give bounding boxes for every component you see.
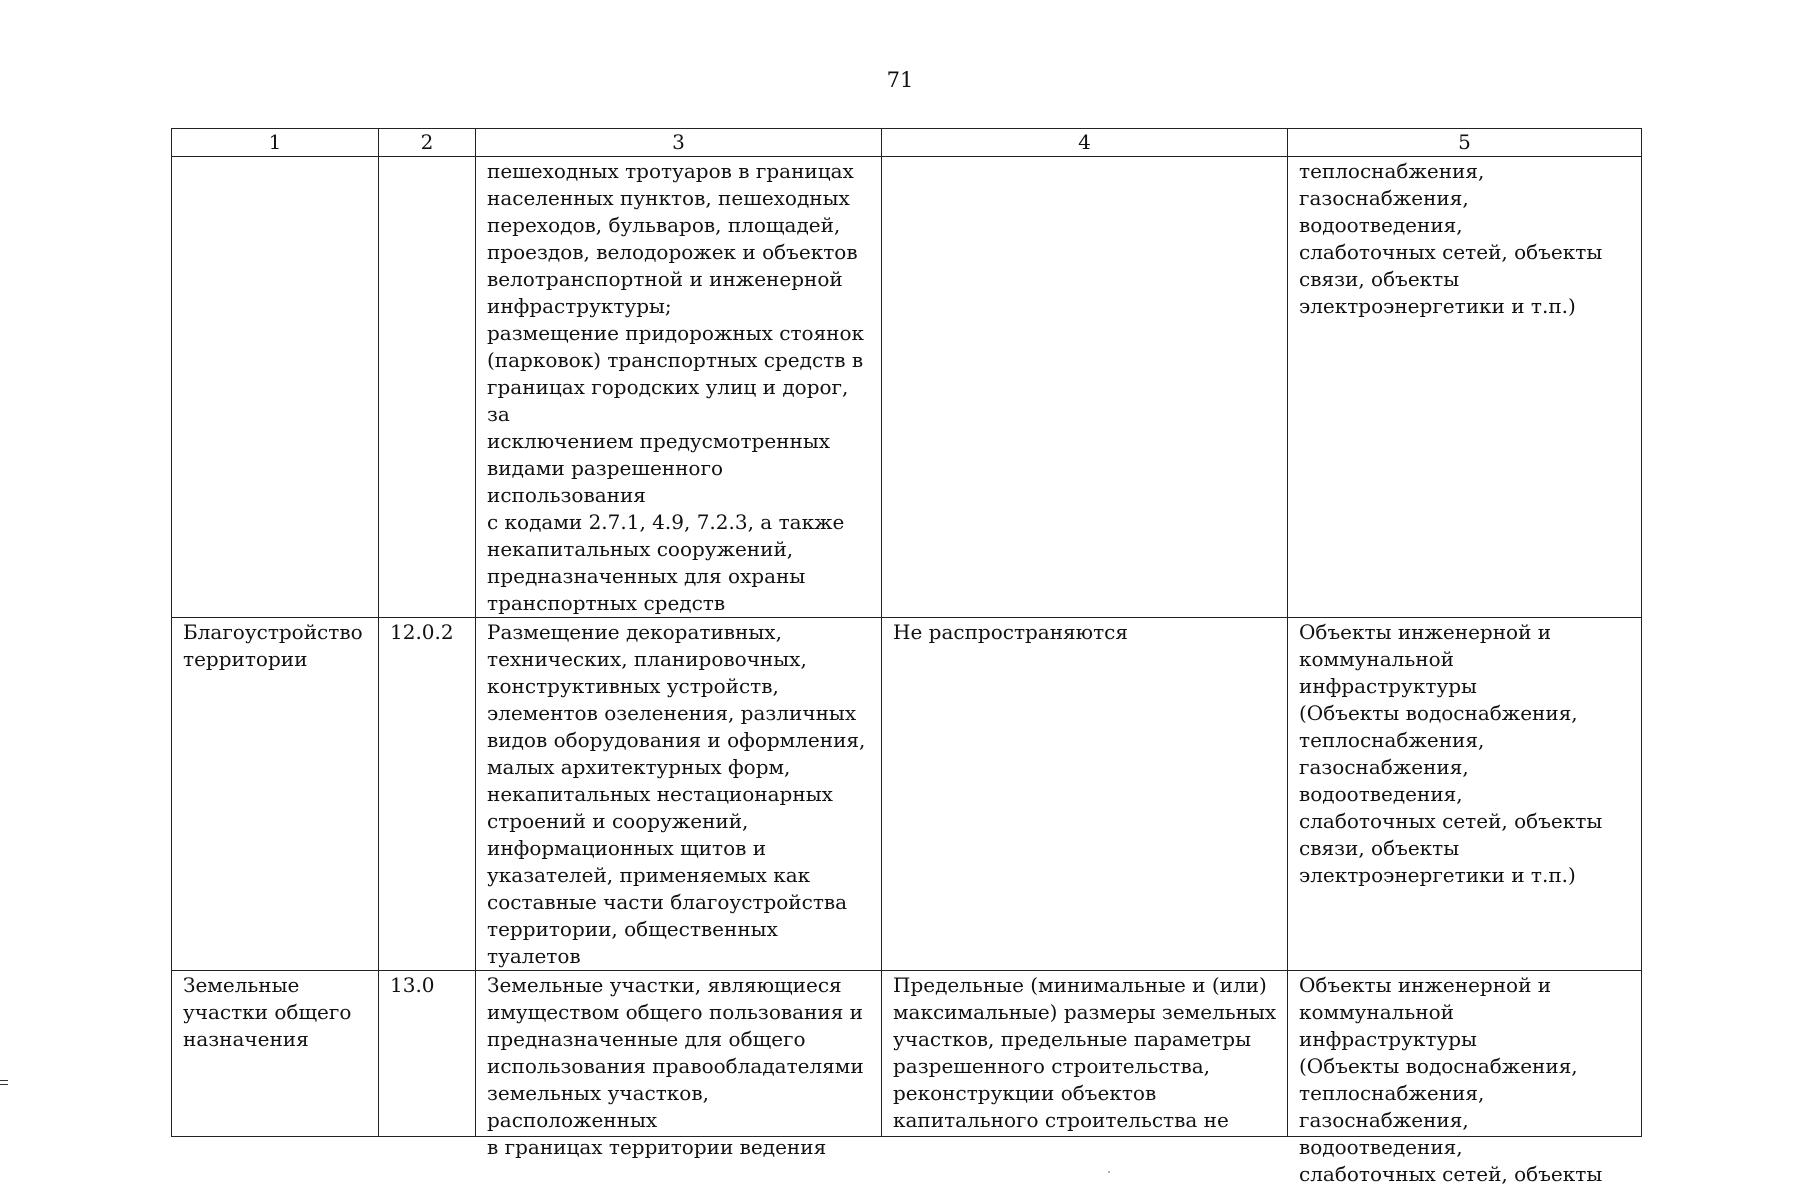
use-type-description-cell xyxy=(476,971,882,1159)
use-type-name-cell xyxy=(172,157,379,618)
use-type-code-cell: 12.0.2 xyxy=(379,618,476,971)
permitted-objects-text: Объекты инженерной и коммунальной инфраструктуры (Объекты водоснабжения, теплоснабжения, газоснабжения, водоотведения, слаботочных сетей, объекты xyxy=(1299,973,1603,1186)
construction-parameters-text: Предельные (минимальные и (или) максимальные) размеры земельных участков, предельные параметры разрешенного строительства, реконструкции объектов капитального строительства не xyxy=(893,973,1277,1132)
use-type-name-text: Земельные участки общего назначения xyxy=(183,973,352,1051)
column-header-3: 3 xyxy=(476,129,882,157)
page-number: 71 xyxy=(886,68,914,92)
construction-parameters-cell xyxy=(882,971,1288,1137)
margin-mark xyxy=(0,1080,8,1088)
land-use-table xyxy=(171,128,1642,1186)
column-header-4: 4 xyxy=(882,129,1288,157)
table-body xyxy=(172,157,1642,1186)
use-type-code-text: 13.0 xyxy=(390,973,435,997)
use-type-description-cell: Размещение декоративных, технических, планировочных, конструктивных устройств, элементов озеленения, различных видов оборудования и оформления, малых архитектурных форм, некапитальных нестационарных строений и сооружений, информационных щитов и указателей, применяемых как составные части благоустройства территории, общественных туалетов xyxy=(476,618,882,971)
use-type-description-cell: пешеходных тротуаров в границах населенных пунктов, пешеходных переходов, бульваров, площадей, проездов, велодорожек и объектов велотранспортной и инженерной инфраструктуры; размещение придорожных стоянок (парковок) транспортных средств в границах городских улиц и дорог, за исключением предусмотренных видами разрешенного использования с кодами 2.7.1, 4.9, 7.2.3, а также некапитальных сооружений, предназначенных для охраны транспортных средств xyxy=(476,157,882,618)
table-row xyxy=(172,971,1642,1137)
scan-speck xyxy=(1108,1171,1110,1173)
permitted-objects-cell: Объекты инженерной и коммунальной инфраструктуры (Объекты водоснабжения, теплоснабжения, газоснабжения, водоотведения, слаботочных сетей, объекты связи, объекты электроэнергетики и т.п.) xyxy=(1288,618,1642,971)
column-header-5: 5 xyxy=(1288,129,1642,157)
use-type-name-cell: Благоустройство территории xyxy=(172,618,379,971)
table-row xyxy=(172,618,1642,971)
use-type-description-text: Земельные участки, являющиеся имуществом общего пользования и предназначенные для общего использования правообладателями земельных участков, расположенных в границах территории ведения xyxy=(487,973,864,1159)
permitted-objects-cell: теплоснабжения, газоснабжения, водоотведения, слаботочных сетей, объекты связи, объекты электроэнергетики и т.п.) xyxy=(1288,157,1642,618)
column-header-2: 2 xyxy=(379,129,476,157)
construction-parameters-cell xyxy=(882,157,1288,618)
header-row xyxy=(172,129,1642,157)
table-header xyxy=(172,129,1642,157)
use-type-name-cell xyxy=(172,971,379,1137)
permitted-objects-cell xyxy=(1288,971,1642,1186)
use-type-code-cell xyxy=(379,971,476,1137)
use-type-code-cell xyxy=(379,157,476,618)
table-row xyxy=(172,157,1642,618)
construction-parameters-cell: Не распространяются xyxy=(882,618,1288,971)
column-header-1: 1 xyxy=(172,129,379,157)
